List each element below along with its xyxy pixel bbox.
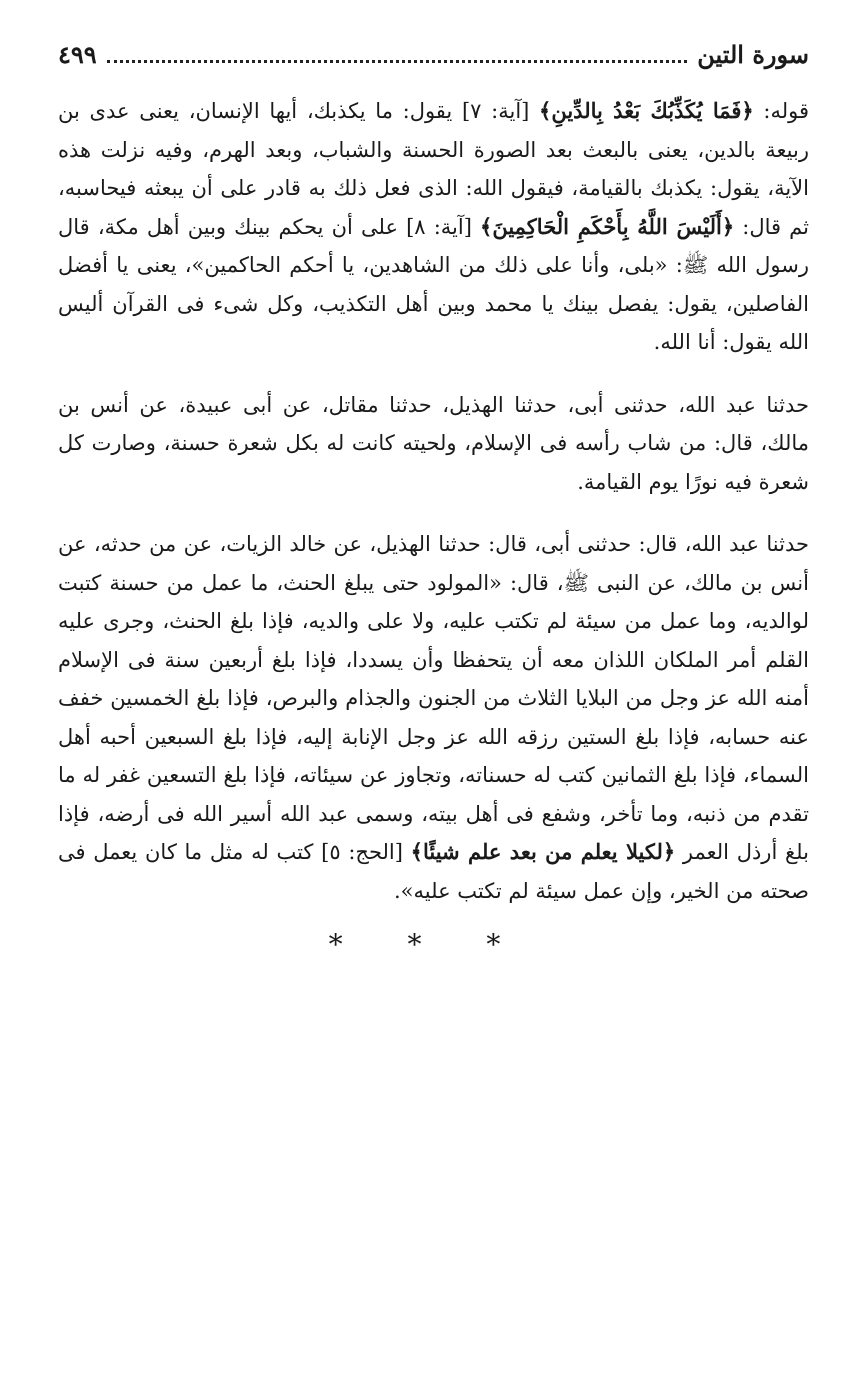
paragraph-1-text-a: قوله: [753, 99, 810, 123]
paragraph-1 [58, 92, 809, 362]
quran-verse-8: ﴿أَلَيْسَ اللَّهُ بِأَحْكَمِ الْحَاكِمِينَ﴾ [480, 213, 735, 239]
page-number: ٤٩٩ [58, 40, 97, 69]
paragraph-1-text-c: [آية: ٨] على أن يحكم بينك وبين أهل مكة، قال رسول الله ﷺ: «بلى، وأنا على ذلك من الشاهدين، يا أحكم الحاكمين»، يعنى يا أفضل الفاصلين، يقول: يفصل بينك يا محمد وبين أهل التكذيب، وكل شىء فى القرآن أليس الله يقول: أنا الله. [58, 214, 809, 354]
paragraph-3-text-a: حدثنا عبد الله، قال: حدثنى أبى، قال: حدثنا الهذيل، عن خالد الزيات، عن من حدثه، عن أنس بن مالك، عن النبى ﷺ، قال: «المولود حتى يبلغ الحنث، ما عمل من حسنة كتبت لوالديه، وما عمل من سيئة لم تكتب عليه، ولا على والديه، فإذا بلغ الحنث، وجرى عليه القلم أمر الملكان اللذان معه أن يتحفظا وأن يسددا، فإذا بلغ أربعين سنة فى الإسلام أمنه الله عز وجل من البلايا الثلاث من الجنون والجذام والبرص، فإذا بلغ الخمسين خفف عنه حسابه، فإذا بلغ الستين رزقه الله عز وجل الإنابة إليه، فإذا بلغ السبعين أحبه أهل السماء، فإذا بلغ الثمانين كتب له حسناته، وتجاوز عن سيئاته، فإذا بلغ التسعين غفر له ما تقدم من ذنبه، وما تأخر، وشفع فى أهل بيته، وسمى عبد الله أسير الله فى أرضه، فإذا بلغ أرذل العمر [58, 532, 809, 864]
leader-dots [107, 46, 688, 63]
surah-title: سورة التين [697, 40, 809, 69]
running-header [58, 40, 809, 84]
paragraph-3-text-b: [الحج: ٥] كتب له مثل ما كان يعمل فى صحته من الخير، وإن عمل سيئة لم تكتب عليه». [58, 840, 809, 903]
quran-verse-hajj-5: ﴿لكيلا يعلم من بعد علم شيئًا﴾ [410, 839, 676, 864]
section-separator: * * * [328, 928, 529, 961]
paragraph-1-text-b: [آية: ٧] يقول: ما يكذبك، أيها الإنسان، يعنى عدى بن ربيعة بالدين، يعنى بالبعث بعد الصورة الحسنة والشباب، وبعد الهرم، وفيه نزلت هذه الآية، يقول: يكذبك بالقيامة، فيقول الله: الذى فعل ذلك به قادر على أن يبعثه فيحاسبه، ثم قال: [58, 99, 809, 239]
paragraph-3 [58, 525, 809, 910]
quran-verse-7: ﴿فَمَا يُكَذِّبُكَ بَعْدُ بِالدِّينِ﴾ [539, 98, 754, 123]
paragraph-2: حدثنا عبد الله، حدثنى أبى، حدثنا الهذيل، حدثنا مقاتل، عن أبى عبيدة، عن أنس بن مالك، قال: من شاب رأسه فى الإسلام، ولحيته كانت له بكل شعرة حسنة، وصارت كل شعرة فيه نورًا يوم القيامة. [58, 392, 809, 494]
